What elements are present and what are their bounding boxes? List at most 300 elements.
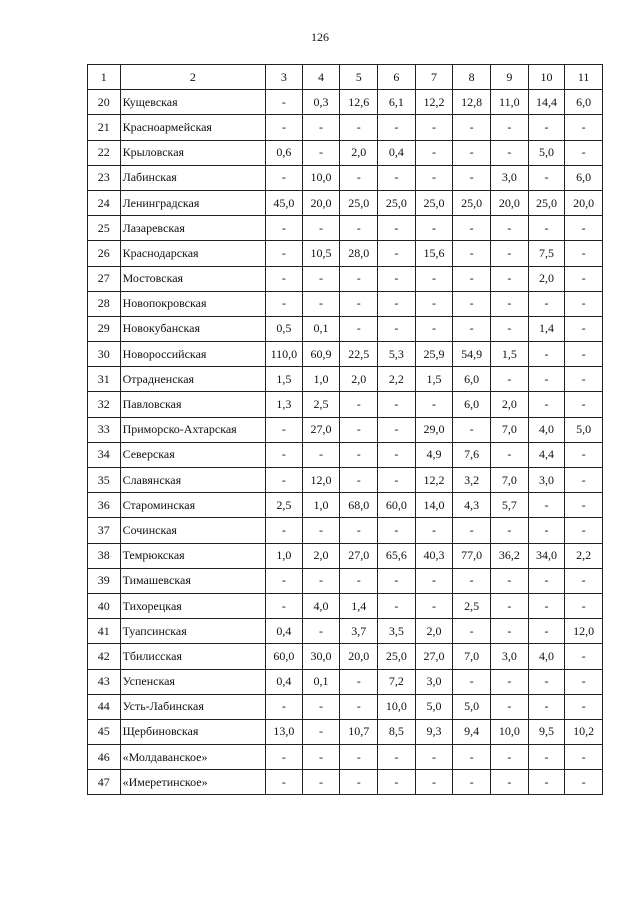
value-cell: 60,0: [266, 644, 303, 669]
value-cell: 1,5: [266, 367, 303, 392]
value-cell: -: [565, 367, 603, 392]
value-cell: 5,7: [491, 493, 529, 518]
value-cell: -: [302, 518, 340, 543]
value-cell: -: [378, 593, 416, 618]
value-cell: 0,6: [266, 140, 303, 165]
value-cell: -: [453, 417, 491, 442]
value-cell: -: [565, 392, 603, 417]
value-cell: 10,2: [565, 719, 603, 744]
value-cell: -: [565, 266, 603, 291]
value-cell: 2,5: [266, 493, 303, 518]
value-cell: -: [453, 619, 491, 644]
value-cell: 7,0: [491, 468, 529, 493]
value-cell: -: [302, 770, 340, 795]
row-name: Новопокровская: [120, 291, 266, 316]
row-number: 40: [88, 593, 121, 618]
value-cell: -: [415, 291, 453, 316]
value-cell: 2,2: [565, 543, 603, 568]
value-cell: 25,9: [415, 342, 453, 367]
value-cell: -: [528, 493, 565, 518]
row-number: 41: [88, 619, 121, 644]
table-row: [88, 417, 603, 442]
value-cell: 6,0: [453, 367, 491, 392]
value-cell: -: [491, 518, 529, 543]
value-cell: -: [491, 619, 529, 644]
value-cell: -: [453, 770, 491, 795]
value-cell: -: [565, 669, 603, 694]
table-row: [88, 140, 603, 165]
value-cell: 30,0: [302, 644, 340, 669]
value-cell: 2,0: [302, 543, 340, 568]
value-cell: -: [340, 442, 378, 467]
table-row: [88, 593, 603, 618]
value-cell: 9,3: [415, 719, 453, 744]
value-cell: -: [302, 694, 340, 719]
value-cell: -: [453, 316, 491, 341]
row-number: 27: [88, 266, 121, 291]
row-name: Усть-Лабинская: [120, 694, 266, 719]
value-cell: 0,4: [378, 140, 416, 165]
value-cell: -: [340, 316, 378, 341]
row-name: Павловская: [120, 392, 266, 417]
value-cell: 110,0: [266, 342, 303, 367]
table-row: [88, 367, 603, 392]
value-cell: -: [565, 518, 603, 543]
table-row: [88, 745, 603, 770]
value-cell: -: [491, 316, 529, 341]
value-cell: -: [415, 745, 453, 770]
value-cell: 1,5: [415, 367, 453, 392]
value-cell: -: [528, 694, 565, 719]
row-number: 23: [88, 165, 121, 190]
value-cell: -: [266, 266, 303, 291]
value-cell: -: [266, 593, 303, 618]
column-header-1: 1: [88, 65, 121, 90]
value-cell: -: [340, 291, 378, 316]
value-cell: 27,0: [302, 417, 340, 442]
row-name: Щербиновская: [120, 719, 266, 744]
value-cell: -: [528, 342, 565, 367]
page-number: 126: [311, 30, 329, 44]
value-cell: -: [528, 518, 565, 543]
row-name: Туапсинская: [120, 619, 266, 644]
value-cell: 0,4: [266, 669, 303, 694]
value-cell: -: [266, 468, 303, 493]
value-cell: -: [565, 568, 603, 593]
value-cell: 77,0: [453, 543, 491, 568]
value-cell: 2,0: [415, 619, 453, 644]
table-row: [88, 719, 603, 744]
table-row: [88, 543, 603, 568]
row-number: 45: [88, 719, 121, 744]
value-cell: -: [528, 216, 565, 241]
value-cell: -: [266, 442, 303, 467]
row-name: Новокубанская: [120, 316, 266, 341]
value-cell: -: [266, 165, 303, 190]
row-number: 30: [88, 342, 121, 367]
value-cell: -: [378, 266, 416, 291]
value-cell: -: [491, 745, 529, 770]
value-cell: -: [266, 694, 303, 719]
table-row: [88, 241, 603, 266]
value-cell: 45,0: [266, 190, 303, 215]
value-cell: 3,0: [415, 669, 453, 694]
value-cell: -: [340, 417, 378, 442]
table-row: [88, 342, 603, 367]
value-cell: -: [565, 115, 603, 140]
value-cell: 2,0: [340, 367, 378, 392]
value-cell: 8,5: [378, 719, 416, 744]
row-name: Ленинградская: [120, 190, 266, 215]
value-cell: -: [302, 568, 340, 593]
value-cell: -: [453, 165, 491, 190]
value-cell: 5,0: [415, 694, 453, 719]
table-body: [88, 65, 603, 795]
row-number: 36: [88, 493, 121, 518]
value-cell: -: [302, 619, 340, 644]
row-number: 21: [88, 115, 121, 140]
value-cell: -: [453, 291, 491, 316]
value-cell: -: [415, 770, 453, 795]
value-cell: 4,0: [528, 644, 565, 669]
value-cell: 12,2: [415, 90, 453, 115]
row-name: Крыловская: [120, 140, 266, 165]
row-number: 24: [88, 190, 121, 215]
row-number: 34: [88, 442, 121, 467]
value-cell: -: [302, 140, 340, 165]
table-row: [88, 442, 603, 467]
table-row: [88, 518, 603, 543]
value-cell: 6,0: [565, 90, 603, 115]
row-name: Новороссийская: [120, 342, 266, 367]
value-cell: 9,4: [453, 719, 491, 744]
value-cell: 6,0: [565, 165, 603, 190]
value-cell: -: [378, 316, 416, 341]
value-cell: 14,0: [415, 493, 453, 518]
value-cell: -: [565, 593, 603, 618]
value-cell: -: [528, 291, 565, 316]
value-cell: -: [378, 770, 416, 795]
value-cell: 25,0: [378, 644, 416, 669]
value-cell: -: [528, 367, 565, 392]
value-cell: -: [415, 216, 453, 241]
value-cell: 0,4: [266, 619, 303, 644]
value-cell: -: [528, 770, 565, 795]
value-cell: -: [491, 140, 529, 165]
value-cell: 1,3: [266, 392, 303, 417]
value-cell: 2,5: [302, 392, 340, 417]
value-cell: 2,5: [453, 593, 491, 618]
value-cell: -: [491, 694, 529, 719]
value-cell: -: [340, 115, 378, 140]
value-cell: -: [378, 115, 416, 140]
table-row: [88, 115, 603, 140]
column-header-2: 2: [120, 65, 266, 90]
value-cell: 3,7: [340, 619, 378, 644]
value-cell: 68,0: [340, 493, 378, 518]
row-number: 46: [88, 745, 121, 770]
table-header-row: [88, 65, 603, 90]
column-header-11: 11: [565, 65, 603, 90]
row-number: 39: [88, 568, 121, 593]
value-cell: 3,2: [453, 468, 491, 493]
value-cell: -: [528, 669, 565, 694]
row-number: 44: [88, 694, 121, 719]
value-cell: -: [565, 216, 603, 241]
table-row: [88, 669, 603, 694]
value-cell: -: [453, 140, 491, 165]
row-number: 26: [88, 241, 121, 266]
value-cell: -: [491, 770, 529, 795]
value-cell: -: [266, 745, 303, 770]
value-cell: 1,4: [528, 316, 565, 341]
value-cell: -: [378, 468, 416, 493]
value-cell: 10,0: [302, 165, 340, 190]
row-name: Приморско-Ахтарская: [120, 417, 266, 442]
value-cell: 25,0: [340, 190, 378, 215]
value-cell: 4,0: [302, 593, 340, 618]
row-number: 32: [88, 392, 121, 417]
value-cell: 36,2: [491, 543, 529, 568]
value-cell: -: [302, 719, 340, 744]
value-cell: -: [453, 266, 491, 291]
value-cell: 0,1: [302, 316, 340, 341]
value-cell: 60,9: [302, 342, 340, 367]
value-cell: -: [565, 468, 603, 493]
value-cell: -: [565, 442, 603, 467]
value-cell: -: [378, 417, 416, 442]
column-header-5: 5: [340, 65, 378, 90]
table-row: [88, 291, 603, 316]
value-cell: -: [491, 291, 529, 316]
value-cell: 34,0: [528, 543, 565, 568]
value-cell: 6,1: [378, 90, 416, 115]
table-row: [88, 190, 603, 215]
value-cell: -: [491, 266, 529, 291]
value-cell: 20,0: [565, 190, 603, 215]
value-cell: -: [340, 669, 378, 694]
value-cell: -: [340, 216, 378, 241]
value-cell: -: [302, 291, 340, 316]
value-cell: -: [302, 115, 340, 140]
value-cell: -: [340, 468, 378, 493]
table-row: [88, 392, 603, 417]
value-cell: 12,0: [565, 619, 603, 644]
value-cell: 3,5: [378, 619, 416, 644]
value-cell: -: [565, 291, 603, 316]
value-cell: 2,0: [528, 266, 565, 291]
row-number: 42: [88, 644, 121, 669]
value-cell: 4,4: [528, 442, 565, 467]
value-cell: 40,3: [415, 543, 453, 568]
row-name: «Имеретинское»: [120, 770, 266, 795]
value-cell: 1,0: [302, 493, 340, 518]
row-number: 25: [88, 216, 121, 241]
value-cell: 22,5: [340, 342, 378, 367]
value-cell: -: [491, 367, 529, 392]
value-cell: -: [453, 518, 491, 543]
value-cell: 5,0: [565, 417, 603, 442]
value-cell: 29,0: [415, 417, 453, 442]
value-cell: -: [340, 694, 378, 719]
value-cell: 25,0: [528, 190, 565, 215]
row-number: 20: [88, 90, 121, 115]
value-cell: 4,0: [528, 417, 565, 442]
value-cell: -: [415, 518, 453, 543]
value-cell: -: [453, 241, 491, 266]
value-cell: -: [415, 115, 453, 140]
value-cell: -: [378, 568, 416, 593]
row-name: Тимашевская: [120, 568, 266, 593]
value-cell: -: [378, 442, 416, 467]
column-header-3: 3: [266, 65, 303, 90]
value-cell: 14,4: [528, 90, 565, 115]
value-cell: -: [491, 216, 529, 241]
value-cell: 4,9: [415, 442, 453, 467]
column-header-8: 8: [453, 65, 491, 90]
value-cell: -: [453, 568, 491, 593]
value-cell: 1,0: [302, 367, 340, 392]
value-cell: -: [415, 316, 453, 341]
value-cell: -: [340, 518, 378, 543]
table-row: [88, 619, 603, 644]
value-cell: 1,0: [266, 543, 303, 568]
column-header-6: 6: [378, 65, 416, 90]
value-cell: -: [266, 770, 303, 795]
value-cell: 5,0: [528, 140, 565, 165]
value-cell: 20,0: [340, 644, 378, 669]
row-name: Краснодарская: [120, 241, 266, 266]
value-cell: -: [340, 165, 378, 190]
value-cell: 65,6: [378, 543, 416, 568]
value-cell: 0,5: [266, 316, 303, 341]
row-number: 31: [88, 367, 121, 392]
value-cell: -: [565, 241, 603, 266]
row-name: Лазаревская: [120, 216, 266, 241]
value-cell: 25,0: [415, 190, 453, 215]
table-row: [88, 644, 603, 669]
value-cell: 4,3: [453, 493, 491, 518]
value-cell: -: [378, 291, 416, 316]
row-number: 38: [88, 543, 121, 568]
value-cell: -: [453, 216, 491, 241]
row-name: Тихорецкая: [120, 593, 266, 618]
value-cell: -: [266, 115, 303, 140]
table-row: [88, 165, 603, 190]
value-cell: -: [491, 568, 529, 593]
row-name: Темрюкская: [120, 543, 266, 568]
value-cell: -: [378, 518, 416, 543]
value-cell: 9,5: [528, 719, 565, 744]
value-cell: -: [491, 442, 529, 467]
row-name: Тбилисская: [120, 644, 266, 669]
value-cell: -: [340, 392, 378, 417]
value-cell: -: [453, 115, 491, 140]
value-cell: -: [491, 669, 529, 694]
row-name: Отрадненская: [120, 367, 266, 392]
column-header-7: 7: [415, 65, 453, 90]
row-name: Лабинская: [120, 165, 266, 190]
row-name: «Молдаванское»: [120, 745, 266, 770]
value-cell: 12,6: [340, 90, 378, 115]
value-cell: 7,6: [453, 442, 491, 467]
row-name: Кущевская: [120, 90, 266, 115]
value-cell: 10,5: [302, 241, 340, 266]
table-row: [88, 216, 603, 241]
row-number: 35: [88, 468, 121, 493]
value-cell: -: [302, 745, 340, 770]
value-cell: -: [266, 518, 303, 543]
value-cell: 20,0: [491, 190, 529, 215]
value-cell: 3,0: [491, 165, 529, 190]
row-name: Славянская: [120, 468, 266, 493]
value-cell: -: [528, 115, 565, 140]
value-cell: -: [302, 266, 340, 291]
value-cell: -: [266, 417, 303, 442]
column-header-10: 10: [528, 65, 565, 90]
value-cell: 20,0: [302, 190, 340, 215]
table-row: [88, 770, 603, 795]
value-cell: 10,0: [378, 694, 416, 719]
value-cell: -: [378, 165, 416, 190]
value-cell: -: [528, 165, 565, 190]
value-cell: 10,0: [491, 719, 529, 744]
row-number: 28: [88, 291, 121, 316]
row-name: Северская: [120, 442, 266, 467]
row-name: Мостовская: [120, 266, 266, 291]
row-name: Красноармейская: [120, 115, 266, 140]
value-cell: 1,4: [340, 593, 378, 618]
table-row: [88, 266, 603, 291]
value-cell: 7,5: [528, 241, 565, 266]
value-cell: 28,0: [340, 241, 378, 266]
value-cell: -: [266, 90, 303, 115]
value-cell: 13,0: [266, 719, 303, 744]
row-name: Староминская: [120, 493, 266, 518]
value-cell: 7,0: [453, 644, 491, 669]
value-cell: -: [340, 745, 378, 770]
data-table: [87, 64, 603, 795]
value-cell: -: [415, 165, 453, 190]
value-cell: -: [491, 593, 529, 618]
column-header-4: 4: [302, 65, 340, 90]
value-cell: -: [340, 266, 378, 291]
value-cell: 11,0: [491, 90, 529, 115]
row-name: Сочинская: [120, 518, 266, 543]
value-cell: 0,3: [302, 90, 340, 115]
value-cell: 15,6: [415, 241, 453, 266]
value-cell: -: [565, 140, 603, 165]
value-cell: -: [565, 745, 603, 770]
value-cell: -: [266, 568, 303, 593]
value-cell: -: [528, 568, 565, 593]
value-cell: -: [340, 770, 378, 795]
table-row: [88, 90, 603, 115]
value-cell: 2,0: [491, 392, 529, 417]
value-cell: 27,0: [340, 543, 378, 568]
value-cell: 2,2: [378, 367, 416, 392]
value-cell: -: [415, 266, 453, 291]
value-cell: -: [415, 593, 453, 618]
value-cell: 6,0: [453, 392, 491, 417]
value-cell: -: [491, 115, 529, 140]
value-cell: 0,1: [302, 669, 340, 694]
value-cell: -: [302, 216, 340, 241]
value-cell: -: [565, 694, 603, 719]
table-row: [88, 694, 603, 719]
value-cell: -: [378, 392, 416, 417]
value-cell: -: [340, 568, 378, 593]
